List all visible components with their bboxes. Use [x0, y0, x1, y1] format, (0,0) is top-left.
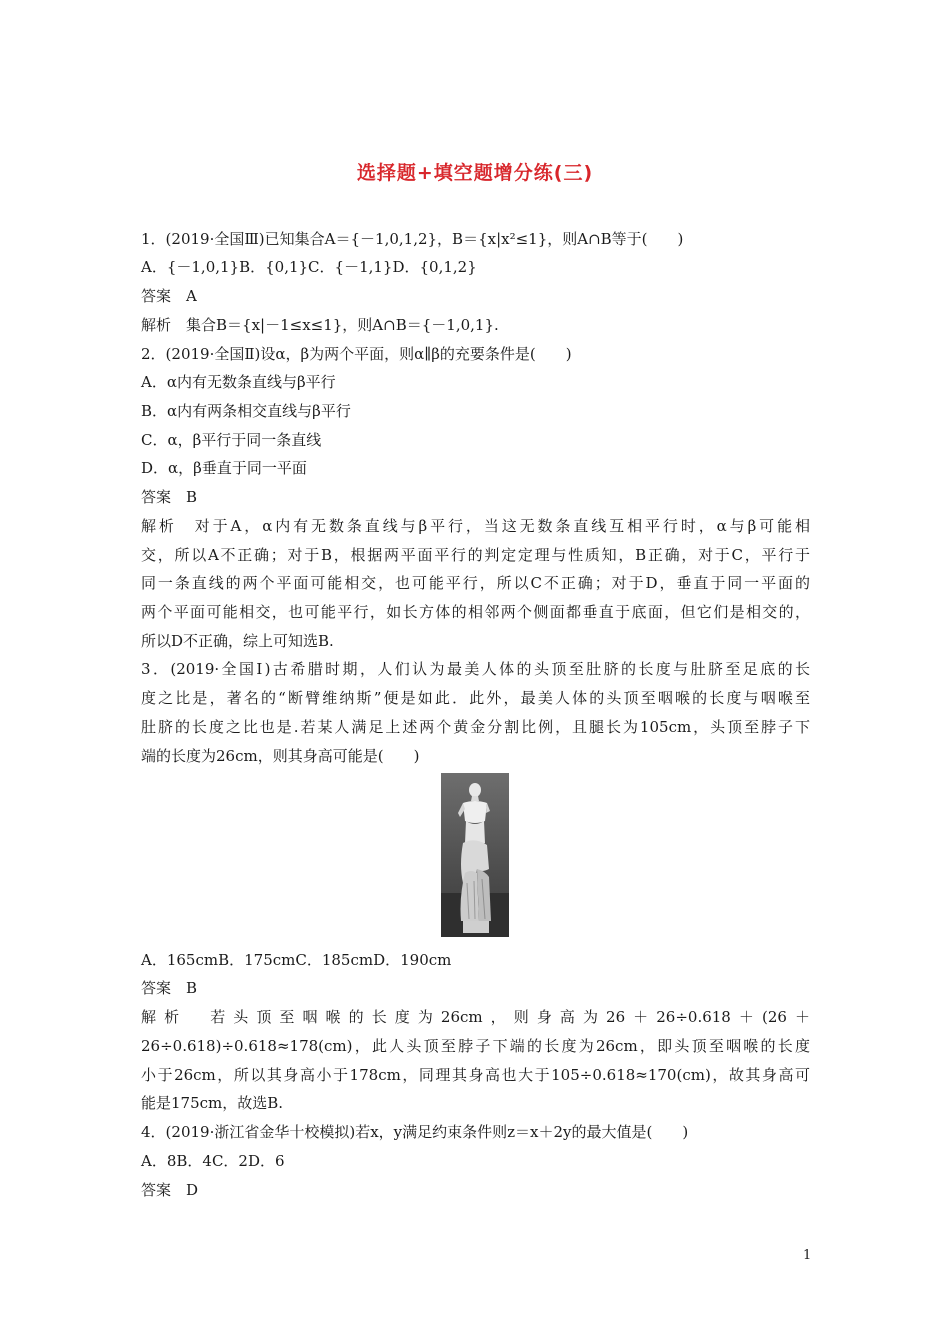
q1-answer: 答案 A: [141, 287, 197, 305]
q1-options: A．{－1,0,1}B．{0,1}C．{－1,1}D．{0,1,2}: [141, 258, 477, 276]
q3-options: A．165cmB．175cmC．185cmD．190cm: [141, 951, 452, 969]
q3-stem-line: 肚脐的长度之比也是.若某人满足上述两个黄金分割比例，且腿长为105cm，头顶至脖子下: [141, 718, 810, 736]
q3-explanation-line: 26÷0.618)÷0.618≈178(cm)，此人头顶至脖子下端的长度为26cm，即头顶至咽喉的长度: [141, 1037, 810, 1055]
q1-explanation: 解析 集合B＝{x|－1≤x≤1}，则A∩B＝{－1,0,1}.: [141, 316, 499, 334]
q2-option-d: D．α，β垂直于同一平面: [141, 459, 307, 477]
q2-stem: 2．(2019·全国Ⅱ)设α，β为两个平面，则α∥β的充要条件是( ): [141, 345, 572, 363]
q4-options: A．8B．4C．2D．6: [141, 1152, 285, 1170]
q2-explanation-line: 同一条直线的两个平面可能相交，也可能平行，所以C不正确；对于D，垂直于同一平面的: [141, 574, 810, 592]
q3-stem-line: 端的长度为26cm，则其身高可能是( ): [141, 747, 420, 765]
q2-explanation-line: 两个平面可能相交，也可能平行，如长方体的相邻两个侧面都垂直于底面，但它们是相交的，: [141, 603, 810, 621]
page-title: 选择题+填空题增分练(三): [356, 162, 594, 184]
q1-stem: 1．(2019·全国Ⅲ)已知集合A＝{－1,0,1,2}，B＝{x|x²≤1}，则A∩B等于( ): [141, 230, 684, 248]
q2-option-b: B．α内有两条相交直线与β平行: [141, 402, 351, 420]
q3-explanation-line: 小于26cm，所以其身高小于178cm，同理其身高也大于105÷0.618≈170(cm)，故其身高可: [141, 1066, 810, 1084]
q2-answer: 答案 B: [141, 488, 198, 506]
q2-explanation-line: 交，所以A不正确；对于B，根据两平面平行的判定定理与性质知，B正确，对于C，平行于: [141, 546, 810, 564]
q3-explanation-line: 解析 若头顶至咽喉的长度为26cm，则身高为26＋26÷0.618＋(26＋: [141, 1008, 810, 1026]
q3-answer: 答案 B: [141, 979, 198, 997]
q4-answer: 答案 D: [141, 1181, 199, 1199]
q3-explanation-line: 能是175cm，故选B.: [141, 1094, 284, 1112]
q4-stem: 4．(2019·浙江省金华十校模拟)若x，y满足约束条件则z＝x＋2y的最大值是( ): [141, 1123, 689, 1141]
venus-statue-photo: [441, 773, 509, 937]
page-number: 1: [803, 1248, 812, 1263]
q2-option-c: C．α，β平行于同一条直线: [141, 431, 322, 449]
q3-stem-line: 3．(2019·全国Ⅰ)古希腊时期，人们认为最美人体的头顶至肚脐的长度与肚脐至足底的长: [141, 660, 810, 678]
q2-explanation-line: 解析 对于A，α内有无数条直线与β平行，当这无数条直线互相平行时，α与β可能相: [141, 517, 810, 535]
q2-explanation-line: 所以D不正确，综上可知选B.: [141, 632, 334, 650]
venus-statue-illustration: [441, 773, 509, 937]
q3-stem-line: 度之比是，著名的“断臂维纳斯”便是如此．此外，最美人体的头顶至咽喉的长度与咽喉至: [141, 689, 810, 707]
q2-option-a: A．α内有无数条直线与β平行: [141, 373, 336, 391]
